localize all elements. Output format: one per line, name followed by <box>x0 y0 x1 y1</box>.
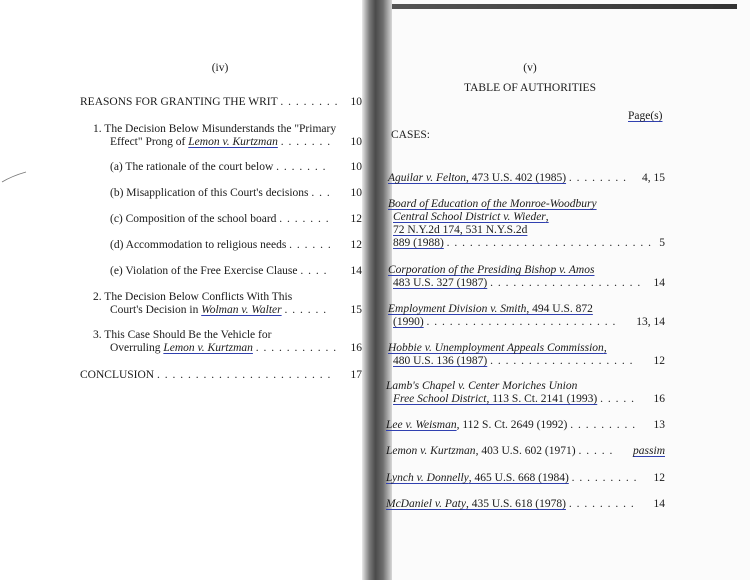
case-name: Lamb's Chapel v. Center Moriches Union <box>386 380 578 392</box>
toc-subentry-c <box>110 213 330 226</box>
section-heading-cases: CASES: <box>391 129 430 141</box>
case-citation: , <box>603 342 607 354</box>
toc-entry-text: CONCLUSION <box>80 369 155 381</box>
toc-case-name: Lemon v. Kurtzman <box>188 136 278 148</box>
toc-page-number: 10 <box>350 187 362 199</box>
case-entry-mcdaniel <box>386 498 635 511</box>
toa-page-reference: 13, 14 <box>636 316 665 328</box>
table-title: TABLE OF AUTHORITIES <box>464 82 596 94</box>
toc-leader-dots: . . . . . . . <box>276 161 327 173</box>
toc-page-number: 17 <box>350 369 362 381</box>
toa-page-reference-passim: passim <box>633 445 665 457</box>
toa-page-reference: 4, 15 <box>642 172 665 184</box>
toa-page-reference: 5 <box>659 237 665 249</box>
toc-case-name: Wolman v. Walter <box>201 304 282 316</box>
toa-leader-dots: . . . . . . . . . . . . . . . . . . . <box>490 355 634 367</box>
toa-leader-dots: . . . . . . . . . . . . . . . . . . . . . . . . . . . <box>446 237 653 249</box>
toa-page-reference: 14 <box>653 498 665 510</box>
toc-leader-dots: . . . . . . . <box>279 213 330 225</box>
toc-subentry-e <box>110 265 328 278</box>
toc-page-number: 16 <box>350 342 362 354</box>
toa-page-reference: 12 <box>653 355 665 367</box>
toc-page-number: 10 <box>350 136 362 148</box>
toc-subentry-b <box>110 187 331 200</box>
case-name: Lemon v. Kurtzman <box>386 445 476 457</box>
toa-leader-dots: . . . . . <box>578 445 614 457</box>
case-citation: , 113 S. Ct. 2141 (1993) <box>486 393 598 405</box>
case-citation: , 403 U.S. 602 (1971) <box>475 445 576 457</box>
toc-page-number: 15 <box>350 304 362 316</box>
case-name: Lynch v. Donnelly <box>386 472 469 484</box>
case-name: Central School District v. Wieder <box>393 211 546 223</box>
case-entry-lynch <box>386 472 638 485</box>
toc-case-name: Lemon v. Kurtzman <box>163 342 253 354</box>
toa-leader-dots: . . . . . <box>600 393 635 405</box>
case-citation: 483 U.S. 327 (1987) <box>393 277 488 289</box>
toa-leader-dots: . . . . . . . . . <box>571 472 638 484</box>
toa-leader-dots: . . . . . . . . . <box>568 498 635 510</box>
case-citation: , 435 U.S. 618 (1978) <box>465 498 566 510</box>
case-entry-smith-line2 <box>393 316 616 329</box>
case-entry-smith-line1 <box>388 303 593 316</box>
toa-page-reference: 14 <box>653 277 665 289</box>
toc-entry-text: (b) Misapplication of this Court's decisions <box>110 187 309 199</box>
toc-leader-dots: . . . . . . . . <box>280 96 339 108</box>
left-page-number: (iv) <box>211 62 229 74</box>
left-page <box>0 0 370 580</box>
toc-entry-reasons <box>80 96 338 109</box>
case-citation: , 465 U.S. 668 (1984) <box>468 472 569 484</box>
case-entry-amos-line2 <box>393 277 641 290</box>
toc-entry-text: (a) The rationale of the court below <box>110 161 274 173</box>
case-entry-board-line2 <box>393 211 549 224</box>
case-citation: (1990) <box>393 316 424 328</box>
toc-page-number: 10 <box>350 96 362 108</box>
case-entry-hobbie-line1 <box>388 342 607 355</box>
case-entry-lemon <box>386 445 613 458</box>
toa-page-reference: 13 <box>653 419 665 431</box>
case-citation: , <box>545 211 549 223</box>
toc-leader-dots: . . . . . . . . . . . . . . . . . . . . . . . <box>157 369 332 381</box>
case-entry-lambs-line2 <box>393 393 635 406</box>
case-name: Hobbie v. Unemployment Appeals Commission <box>388 342 604 354</box>
right-page-number: (v) <box>523 62 537 74</box>
case-name: Corporation of the Presiding Bishop v. Amos <box>388 264 595 276</box>
case-citation: 480 U.S. 136 (1987) <box>393 355 488 367</box>
toc-entry-text: (c) Composition of the school board <box>110 213 277 225</box>
toc-entry-1-line1: 1. The Decision Below Misunderstands the "Primary <box>93 123 337 135</box>
toc-entry-2-line1: 2. The Decision Below Conflicts With This <box>93 291 293 303</box>
case-entry-lee <box>386 419 636 432</box>
toa-leader-dots: . . . . . . . . <box>568 172 628 184</box>
toa-page-reference: 12 <box>653 472 665 484</box>
toc-entry-text: (d) Accommodation to religious needs <box>110 239 287 251</box>
toc-entry-2-line2 <box>110 304 327 317</box>
toc-leader-dots: . . . . . . <box>289 239 332 251</box>
toa-page-reference: 16 <box>653 393 665 405</box>
toa-leader-dots: . . . . . . . . . . . . . . . . . . . . <box>490 277 642 289</box>
toc-page-number: 10 <box>350 161 362 173</box>
margin-pen-mark-icon <box>0 160 30 190</box>
toc-page-number: 12 <box>350 213 362 225</box>
book-gutter <box>362 0 392 580</box>
toc-subentry-d <box>110 239 332 252</box>
case-name: Free School District <box>393 393 487 405</box>
toc-subentry-a <box>110 161 327 174</box>
toc-entry-3-line2 <box>110 342 337 355</box>
toc-entry-text: (e) Violation of the Free Exercise Clause <box>110 265 298 277</box>
toc-entry-3-line1: 3. This Case Should Be the Vehicle for <box>93 329 272 341</box>
toc-leader-dots: . . . . <box>300 265 328 277</box>
toc-leader-dots: . . . . . . . . . . . <box>255 342 338 354</box>
toc-leader-dots: . . . . . . <box>284 304 328 316</box>
toc-entry-text: Court's Decision in <box>110 304 202 316</box>
case-name: Aguilar v. Felton <box>388 172 467 184</box>
toc-page-number: 12 <box>350 239 362 251</box>
case-entry-hobbie-line2 <box>393 355 634 368</box>
toc-entry-conclusion <box>80 369 331 382</box>
case-name: McDaniel v. Paty <box>386 498 466 510</box>
case-entry-aguilar <box>388 172 627 185</box>
case-citation: , 494 U.S. 872 <box>526 303 593 315</box>
case-citation: 72 N.Y.2d 174, 531 N.Y.S.2d <box>393 224 528 236</box>
page-top-edge <box>392 4 737 9</box>
toc-page-number: 14 <box>350 265 362 277</box>
toc-entry-text: Overruling <box>110 342 164 354</box>
toc-entry-text: Effect" Prong of <box>110 136 189 148</box>
case-citation: 889 (1988) <box>393 237 444 249</box>
toc-entry-text: REASONS FOR GRANTING THE WRIT <box>80 96 278 108</box>
toc-leader-dots: . . . . . . . <box>280 136 332 148</box>
case-name: Board of Education of the Monroe-Woodbury <box>388 198 597 210</box>
toa-leader-dots: . . . . . . . . . . . . . . . . . . . . . . . . . <box>426 316 617 328</box>
toa-leader-dots: . . . . . . . . . <box>570 419 637 431</box>
toc-leader-dots: . . . <box>311 187 331 199</box>
pages-column-label: Page(s) <box>628 110 663 122</box>
case-citation: , 112 S. Ct. 2649 (1992) <box>456 419 568 431</box>
case-name: Lee v. Weisman <box>386 419 457 431</box>
toc-entry-1-line2 <box>110 136 331 149</box>
case-name: Employment Division v. Smith <box>388 303 527 315</box>
case-citation: , 473 U.S. 402 (1985) <box>466 172 567 184</box>
